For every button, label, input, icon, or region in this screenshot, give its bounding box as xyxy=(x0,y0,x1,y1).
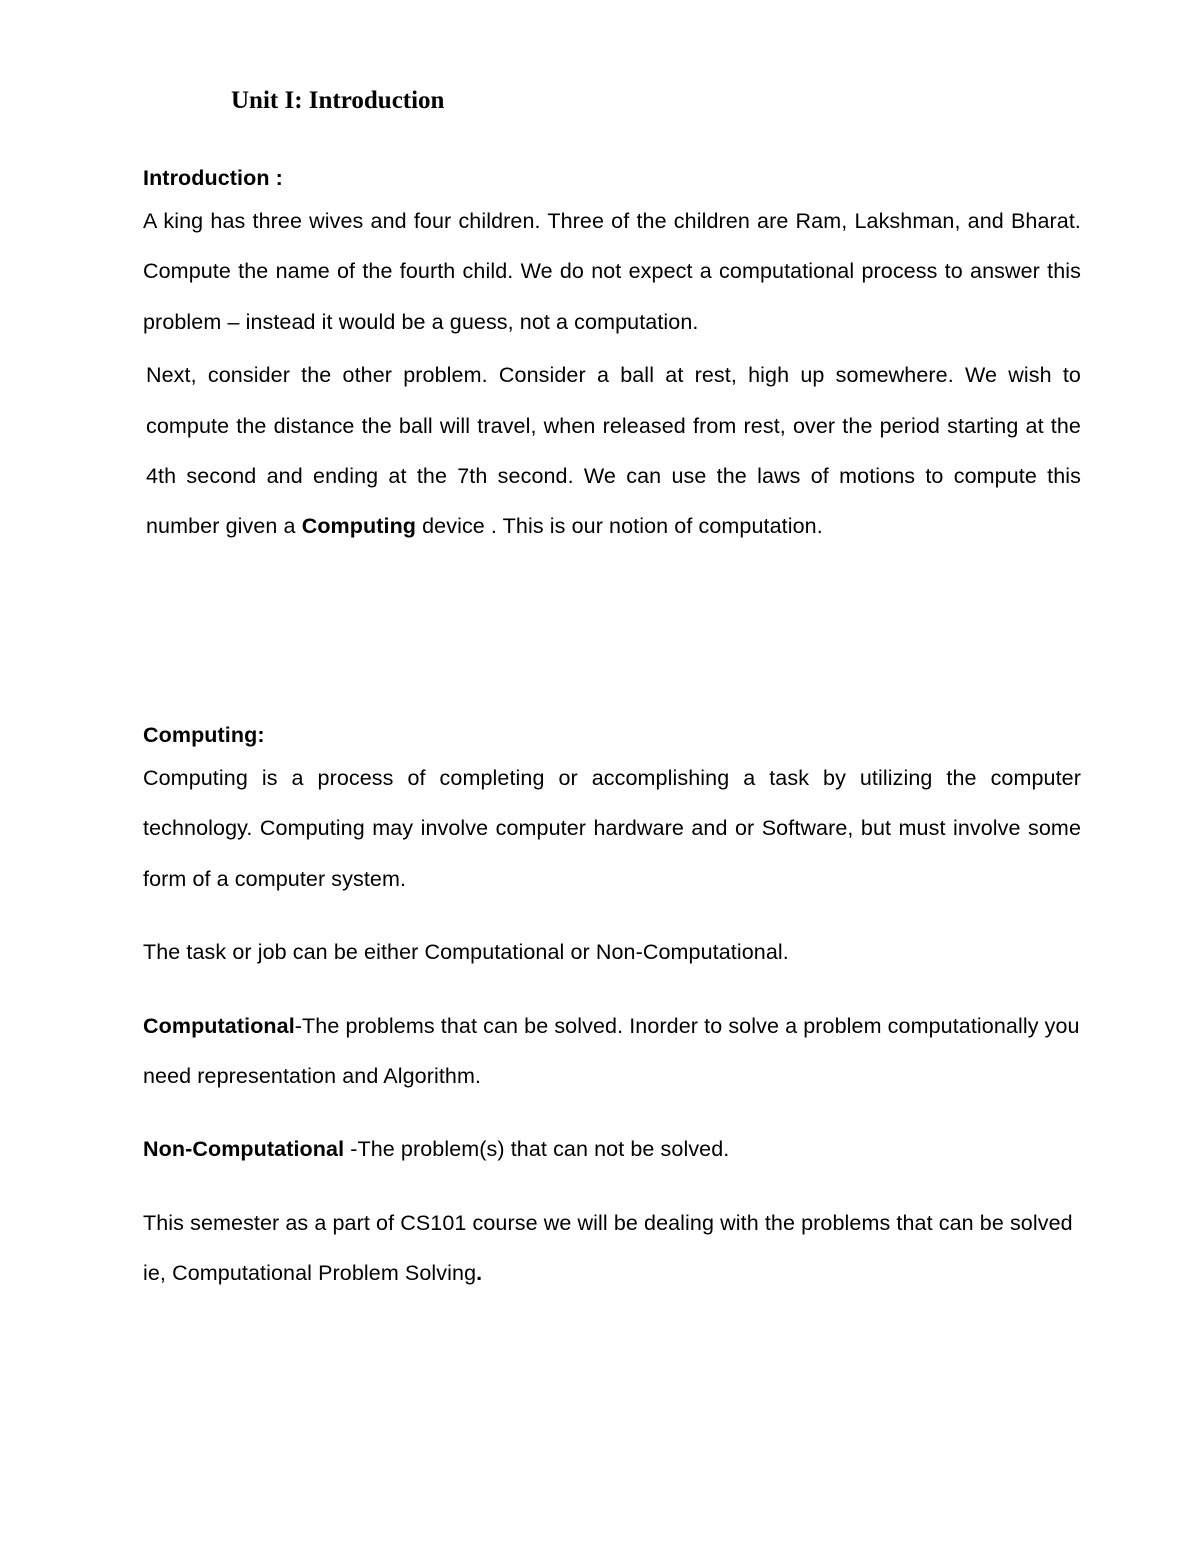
computing-section xyxy=(143,717,1081,1299)
closing-paragraph-text: This semester as a part of CS101 course we will be dealing with the problems that can be solved ie, Computational Problem Solving xyxy=(143,1210,1073,1286)
computational-definition-text: -The problems that can be solved. Inorder to solve a problem computationally you need representation and Algorithm. xyxy=(143,1013,1080,1089)
computing-paragraph-1: Computing is a process of completing or accomplishing a task by utilizing the computer technology. Computing may involve computer hardware and or Software, but must involve some form of a computer system. xyxy=(143,766,1081,891)
computing-heading: Computing: xyxy=(143,723,265,747)
introduction-paragraph-2 xyxy=(143,350,1081,552)
non-computational-definition-text: -The problem(s) that can not be solved. xyxy=(344,1137,730,1162)
closing-paragraph xyxy=(143,1198,1081,1299)
introduction-section xyxy=(143,160,1081,552)
non-computational-definition xyxy=(143,1124,1081,1174)
non-computational-term: Non-Computational xyxy=(143,1137,345,1162)
introduction-paragraph-1: A king has three wives and four children. Three of the children are Ram, Lakshman, and Bharat. Compute the name of the fourth child. We do not expect a computational process to answer this problem – instead it would be a guess, not a computation. xyxy=(143,209,1081,334)
introduction-paragraph-2-text-a: Next, consider the other problem. Consider a ball at rest, high up somewhere. We wish to compute the distance the ball will travel, when released from rest, over the period starting at the 4th second and ending at the 7th second. We can use the laws of motions to compute this number given a xyxy=(146,363,1081,539)
computing-paragraph-2: The task or job can be either Computational or Non-Computational. xyxy=(143,940,789,965)
computing-bold-term: Computing xyxy=(301,514,417,539)
closing-period: . xyxy=(476,1261,483,1286)
page-title: Unit I: Introduction xyxy=(231,87,445,114)
computational-definition xyxy=(143,1001,1081,1102)
computational-term: Computational xyxy=(143,1013,295,1038)
introduction-paragraph-2-text-b: device . This is our notion of computation. xyxy=(416,514,823,539)
introduction-heading: Introduction : xyxy=(143,166,283,190)
